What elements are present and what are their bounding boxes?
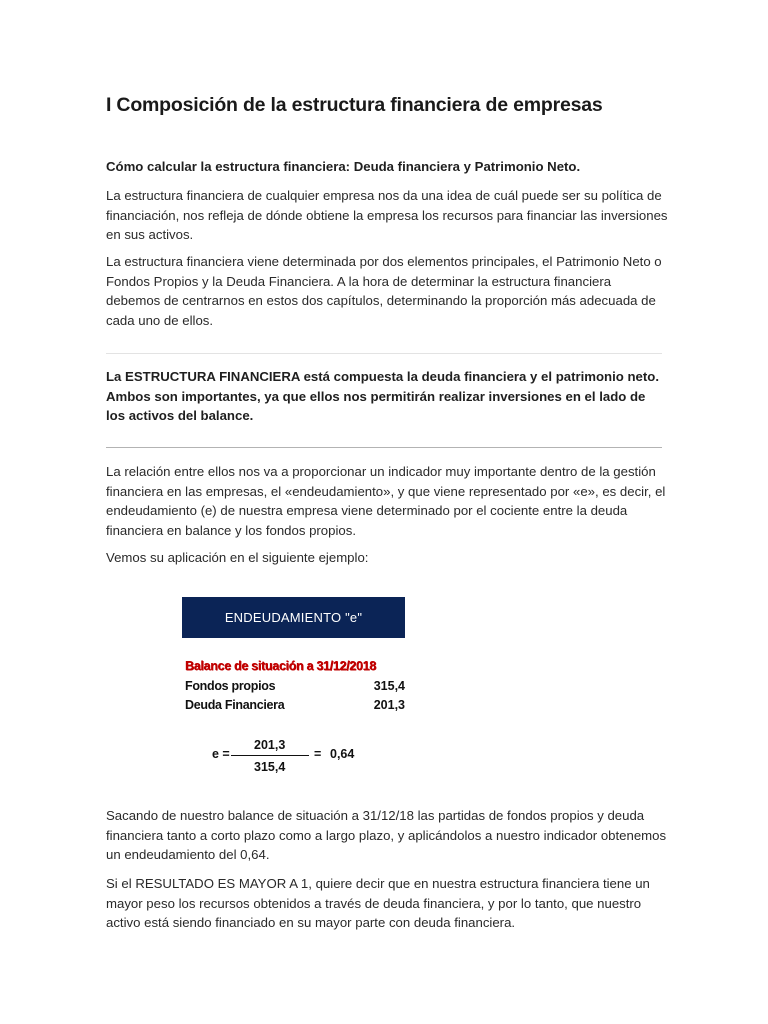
fraction-bar: [231, 755, 309, 756]
balance-row-label-fondos: Fondos propios: [185, 679, 276, 693]
interpretation-paragraph: Si el RESULTADO ES MAYOR A 1, quiere decir que en nuestra estructura financiera tiene un mayor peso los recursos obtenidos a través de deuda financiera, y por lo tanto, que nuestro activo está siendo financiado en su mayor parte con deuda financiera.: [106, 876, 650, 930]
formula-denominator: 315,4: [254, 760, 286, 774]
section-subtitle: Cómo calcular la estructura financiera: Deuda financiera y Patrimonio Neto.: [106, 159, 581, 174]
formula-numerator: 201,3: [254, 738, 286, 752]
endeudamiento-paragraph: La relación entre ellos nos va a proporcionar un indicador muy importante dentro de la gestión financiera en las empresas, el «endeudamiento», y que viene representado por «e», es decir, el endeudamiento (e) de nuestra empresa viene determinado por el cociente entre la deuda financiera en balance y los fondos propios.: [106, 464, 666, 538]
endeudamiento-banner: ENDEUDAMIENTO "e": [182, 597, 405, 638]
balance-row-value-deuda: 201,3: [373, 698, 405, 712]
page-title: I Composición de la estructura financiera de empresas: [106, 94, 603, 116]
example-intro-paragraph: Vemos su aplicación en el siguiente ejemplo:: [106, 550, 369, 565]
result-paragraph: Sacando de nuestro balance de situación a 31/12/18 las partidas de fondos propios y deuda financiera tanto a corto plazo como a largo plazo, y aplicándolos a nuestro indicador obtenemos un endeudamiento del 0,64.: [106, 808, 667, 862]
balance-row-label-deuda: Deuda Financiera: [185, 698, 285, 712]
formula-result: 0,64: [330, 747, 355, 761]
divider-light: [106, 353, 662, 354]
highlight-paragraph: La ESTRUCTURA FINANCIERA está compuesta la deuda financiera y el patrimonio neto. Ambos son importantes, ya que ellos nos permitirán realizar inversiones en el lado de los activos del balance.: [106, 369, 659, 423]
formula-equals: =: [314, 747, 322, 761]
divider-dark: [106, 447, 662, 448]
formula-lhs: e =: [212, 747, 230, 761]
intro-paragraph: La estructura financiera de cualquier empresa nos da una idea de cuál puede ser su política de financiación, nos refleja de dónde obtiene la empresa los recursos para financiar las inversiones en sus activos.: [106, 188, 668, 242]
elements-paragraph: La estructura financiera viene determinada por dos elementos principales, el Patrimonio Neto o Fondos Propios y la Deuda Financiera. A la hora de determinar la estructura financiera debemos de centrarnos en estos dos capítulos, determinando la proporción más adecuada de cada uno de ellos.: [106, 254, 662, 328]
balance-title: Balance de situación a 31/12/2018: [185, 659, 376, 673]
balance-row-value-fondos: 315,4: [373, 679, 405, 693]
